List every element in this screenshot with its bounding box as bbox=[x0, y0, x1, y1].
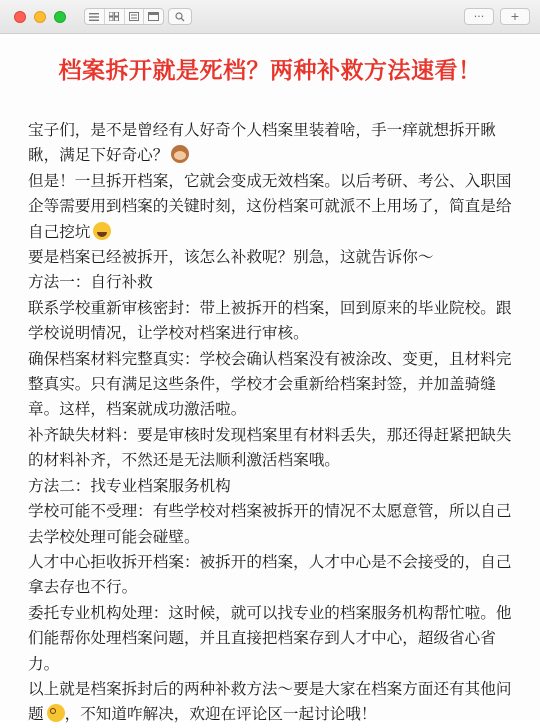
paragraph-verify-materials: 确保档案材料完整真实：学校会确认档案没有被涂改、变更，且材料完整真实。只有满足这些条件，学校才会重新给档案封签，并加盖骑缝章。这样，档案就成功激活啦。 bbox=[28, 349, 512, 419]
paragraph-warning: 但是！一旦拆开档案，它就会变成无效档案。以后考研、考公、入职国企等需要用到档案的关键时刻，这份档案可就派不上用场了，简直是给自己挖坑 bbox=[28, 171, 512, 241]
paragraph-talent-center: 人才中心拒收拆开档案：被拆开的档案，人才中心是不会接受的，自己拿去存也不行。 bbox=[28, 552, 512, 597]
crying-face-icon bbox=[93, 222, 111, 240]
paragraph-school-refuse: 学校可能不受理：有些学校对档案被拆开的情况不太愿意管，所以自己去学校处理可能会碰壁。 bbox=[28, 502, 512, 546]
zoom-window-button[interactable] bbox=[54, 11, 66, 23]
table-icon[interactable] bbox=[144, 9, 163, 24]
minimize-window-button[interactable] bbox=[34, 11, 46, 23]
section-heading-method-2: 方法二：找专业档案服务机构 bbox=[28, 476, 231, 495]
page-title: 档案拆开就是死档？两种补救方法速看！ bbox=[58, 58, 482, 84]
paragraph-agency: 委托专业机构处理：这时候，就可以找专业的档案服务机构帮忙啦。他们能帮你处理档案问题，并且直接把档案存到人才中心，超级省心省力。 bbox=[28, 603, 512, 673]
search-button[interactable] bbox=[168, 8, 192, 25]
paragraph-contact-school: 联系学校重新审核密封：带上被拆开的档案，回到原来的毕业院校。跟学校说明情况，让学校对档案进行审核。 bbox=[28, 298, 512, 343]
checklist-icon[interactable] bbox=[125, 9, 145, 24]
list-view-icon[interactable] bbox=[85, 9, 105, 24]
note-body bbox=[28, 118, 518, 728]
close-window-button[interactable] bbox=[14, 11, 26, 23]
add-button[interactable]: + bbox=[500, 8, 530, 25]
paragraph-closing: 以上就是档案拆封后的两种补救方法～要是大家在档案方面还有其他问题 ，不知道咋解决，欢迎在评论区一起讨论哦！ bbox=[28, 679, 512, 724]
see-no-evil-monkey-icon bbox=[171, 145, 189, 163]
section-heading-method-1: 方法一：自行补救 bbox=[28, 273, 153, 292]
paragraph-intro: 宝子们，是不是曾经有人好奇个人档案里装着啥，手一痒就想拆开瞅瞅，满足下好奇心？ bbox=[28, 121, 496, 165]
paragraph-supplement-materials: 补齐缺失材料：要是审核时发现档案里有材料丢失，那还得赶紧把缺失的材料补齐，不然还是无法顺利激活档案哦。 bbox=[28, 425, 512, 470]
title-bar bbox=[0, 0, 540, 34]
search-icon bbox=[175, 7, 185, 26]
more-button[interactable]: ··· bbox=[464, 8, 494, 25]
grid-view-icon[interactable] bbox=[105, 9, 125, 24]
view-toolbar-group bbox=[84, 8, 164, 25]
paragraph-question: 要是档案已经被拆开，该怎么补救呢？别急，这就告诉你～ bbox=[28, 248, 434, 267]
